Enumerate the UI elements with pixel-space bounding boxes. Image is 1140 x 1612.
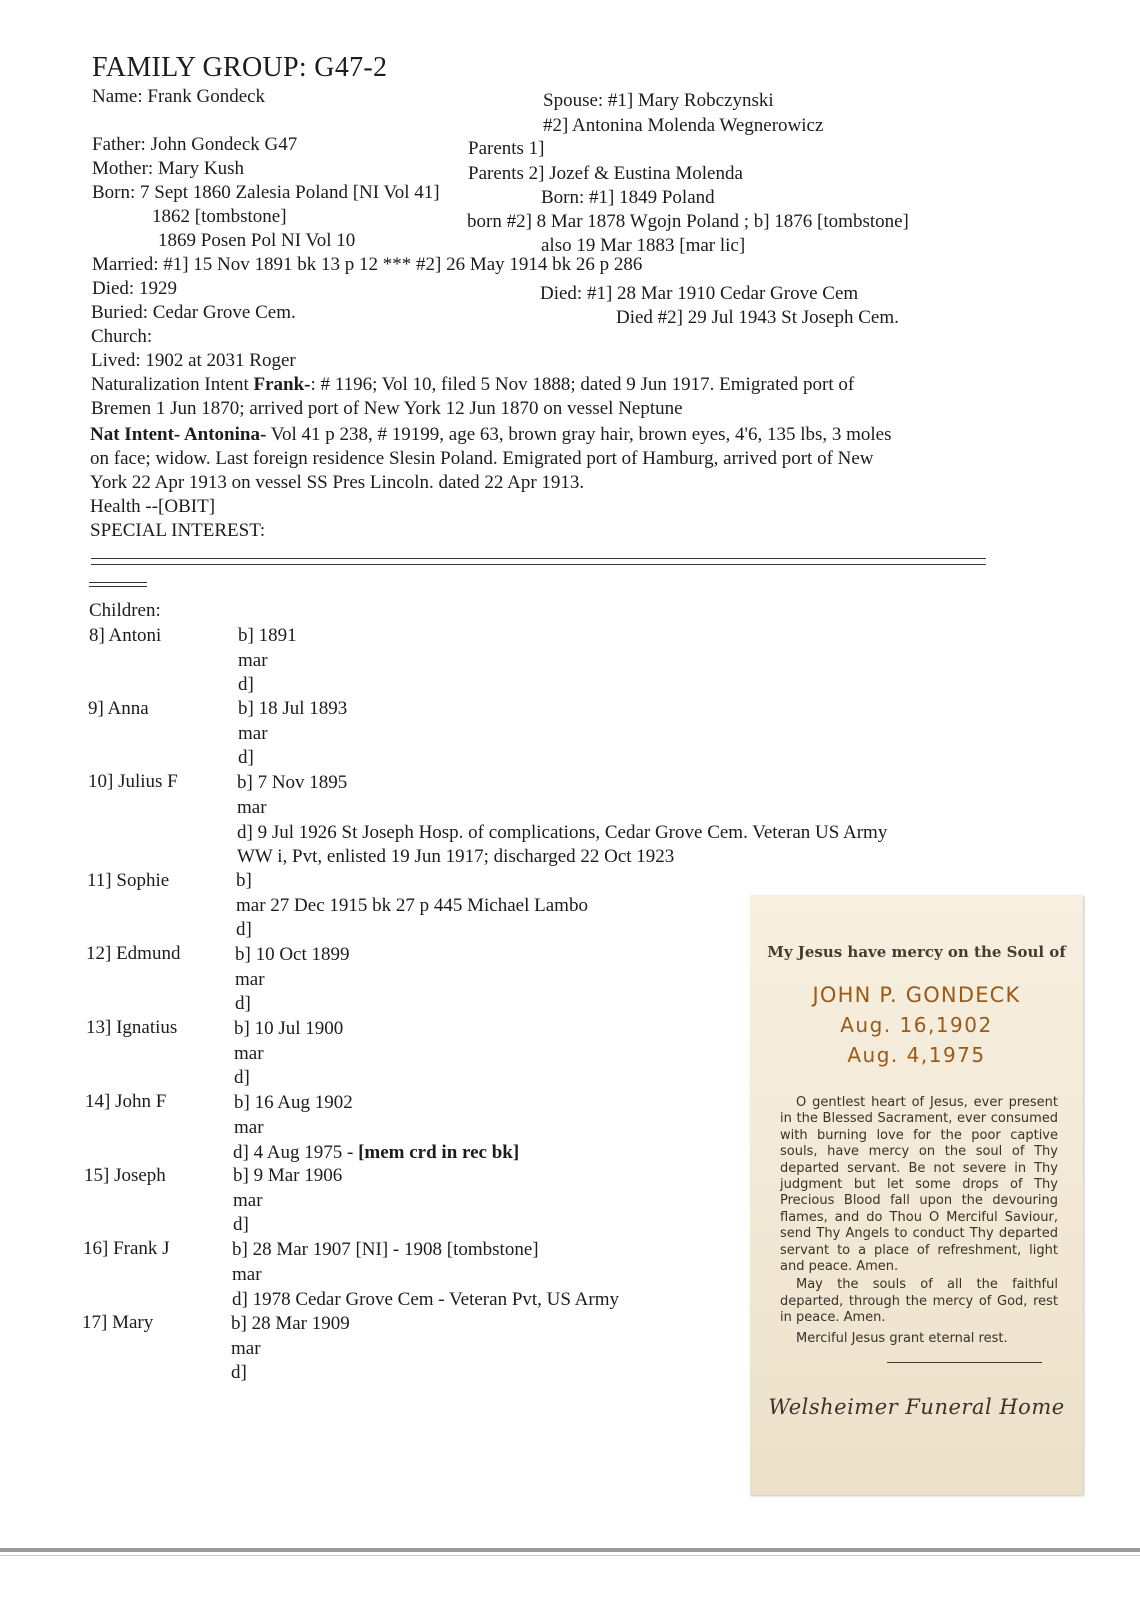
health-line: Health --[OBIT] [90,496,216,517]
born-line: Born: 7 Sept 1860 Zalesia Poland [NI Vol 41] [92,182,440,203]
child-name: 8] Antoni [89,625,162,646]
nat-label: Naturalization Intent [91,374,254,395]
child-name: 9] Anna [88,698,149,719]
spouse-born-2-line: born #2] 8 Mar 1878 Wgojn Poland ; b] 1876 [tombstone] [467,211,909,232]
born-alt-2-line: 1869 Posen Pol NI Vol 10 [158,230,356,251]
child-died: d] [234,1067,250,1088]
child-born: b] 16 Aug 1902 [234,1092,353,1113]
card-heading: My Jesus have mercy on the Soul of [767,943,1066,961]
card-deceased-name: JOHN P. GONDECK [812,983,1021,1007]
nat-antonina-name: Nat Intent- Antonina- [90,424,267,445]
naturalization-antonina-line-3: York 22 Apr 1913 on vessel SS Pres Lincoln. dated 22 Apr 1913. [90,472,585,493]
child-born: b] 10 Jul 1900 [234,1018,344,1039]
died-line: Died: 1929 [92,278,177,299]
naturalization-antonina-line-2: on face; widow. Last foreign residence Slesin Poland. Emigrated port of Hamburg, arrived port of New [90,448,874,469]
spouse-died-2-line: Died #2] 29 Jul 1943 St Joseph Cem. [616,307,899,328]
spouse-1-line: Spouse: #1] Mary Robczynski [543,90,774,111]
child-died: d] [235,993,251,1014]
card-funeral-home: Welsheimer Funeral Home [768,1395,1065,1419]
special-interest-line: SPECIAL INTEREST: [90,520,266,541]
child-name: 13] Ignatius [86,1017,178,1038]
child-married: mar [232,1264,262,1285]
child-died-continued: WW i, Pvt, enlisted 19 Jun 1917; discharged 22 Oct 1923 [237,846,675,867]
child-died: d] [231,1362,247,1383]
nat-frank-name: Frank- [253,374,311,395]
child-name: 15] Joseph [84,1165,166,1186]
child-name: 14] John F [85,1091,167,1112]
child-married: mar [235,969,265,990]
naturalization-frank-line-2: Bremen 1 Jun 1870; arrived port of New York 12 Jun 1870 on vessel Neptune [91,398,683,419]
card-divider [887,1362,1042,1363]
scan-bottom-edge-shadow [0,1555,1140,1556]
child-died: d] [233,1214,249,1235]
children-label: Children: [89,600,161,621]
child-born: b] 28 Mar 1907 [NI] - 1908 [tombstone] [232,1239,539,1260]
born-alt-1-line: 1862 [tombstone] [152,206,287,227]
nat-frank-details: : # 1196; Vol 10, filed 5 Nov 1888; dated 9 Jun 1917. Emigrated port of [310,374,855,395]
card-prayer-3: Merciful Jesus grant eternal rest. [796,1330,1008,1346]
married-line: Married: #1] 15 Nov 1891 bk 13 p 12 *** #2] 26 May 1914 bk 26 p 286 [92,254,643,275]
child-born: b] [236,870,252,891]
buried-line: Buried: Cedar Grove Cem. [91,302,296,323]
parents-1-line: Parents 1] [468,138,545,159]
lived-line: Lived: 1902 at 2031 Roger [91,350,296,371]
child-died: d] [238,674,254,695]
father-line: Father: John Gondeck G47 [92,134,298,155]
child-name: 10] Julius F [88,771,178,792]
scan-bottom-edge [0,1548,1140,1552]
nat-antonina-details: Vol 41 p 238, # 19199, age 63, brown gray hair, brown eyes, 4'6, 135 lbs, 3 moles [266,424,892,445]
child-married: mar [234,1043,264,1064]
child-born: b] 1891 [238,625,297,646]
child-died: d] [236,919,252,940]
church-line: Church: [91,326,153,347]
child-name: 11] Sophie [87,870,170,891]
child-married: mar [238,650,268,671]
double-rule-separator [91,558,986,565]
child-born: b] 7 Nov 1895 [237,772,348,793]
page-title: FAMILY GROUP: G47-2 [92,52,388,83]
card-prayer-1: O gentlest heart of Jesus, ever present in the Blessed Sacrament, ever consumed with burning love for the poor captive souls, have mercy on the soul of Thy departed servant. Be not severe in Thy judgment but let some drops of Thy Precious Blood fall upon the devouring flames, and do Thou O Merciful Saviour, send Thy Angels to conduct Thy departed servant to a place of refreshment, light and peace. Amen. [780,1095,1058,1275]
child-name: 16] Frank J [83,1238,170,1259]
child-name: 17] Mary [82,1312,154,1333]
naturalization-frank-line [91,374,854,396]
card-birth-date: Aug. 16,1902 [840,1013,993,1037]
parents-2-line: Parents 2] Jozef & Eustina Molenda [468,163,743,184]
child-born: b] 9 Mar 1906 [233,1165,343,1186]
child-died-note: [mem crd in rec bk] [358,1142,520,1163]
spouse-born-3-line: also 19 Mar 1883 [mar lic] [541,235,746,256]
child-married: mar 27 Dec 1915 bk 27 p 445 Michael Lambo [236,895,588,916]
naturalization-antonina-line [90,424,892,446]
name-line: Name: Frank Gondeck [92,86,266,107]
child-died: d] [238,747,254,768]
spouse-born-1-line: Born: #1] 1849 Poland [541,187,715,208]
card-prayer [780,1095,1058,1347]
mother-line: Mother: Mary Kush [92,158,244,179]
child-born: b] 10 Oct 1899 [235,944,350,965]
child-married: mar [233,1190,263,1211]
child-born: b] 18 Jul 1893 [238,698,348,719]
short-double-rule [89,582,147,587]
memorial-card [750,895,1083,1495]
card-death-date: Aug. 4,1975 [847,1043,986,1067]
spouse-died-1-line: Died: #1] 28 Mar 1910 Cedar Grove Cem [540,283,859,304]
child-married: mar [238,723,268,744]
child-born: b] 28 Mar 1909 [231,1313,350,1334]
spouse-2-line: #2] Antonina Molenda Wegnerowicz [543,115,824,136]
child-died: d] 1978 Cedar Grove Cem - Veteran Pvt, US Army [232,1289,619,1310]
child-married: mar [231,1338,261,1359]
child-died: d] 9 Jul 1926 St Joseph Hosp. of complications, Cedar Grove Cem. Veteran US Army [237,822,888,843]
child-died-text: d] 4 Aug 1975 - [233,1142,359,1163]
child-name: 12] Edmund [86,943,181,964]
child-died [233,1142,519,1164]
child-married: mar [237,797,267,818]
card-prayer-2: May the souls of all the faithful departed, through the mercy of God, rest in peace. Amen. [780,1277,1058,1326]
child-married: mar [234,1117,264,1138]
